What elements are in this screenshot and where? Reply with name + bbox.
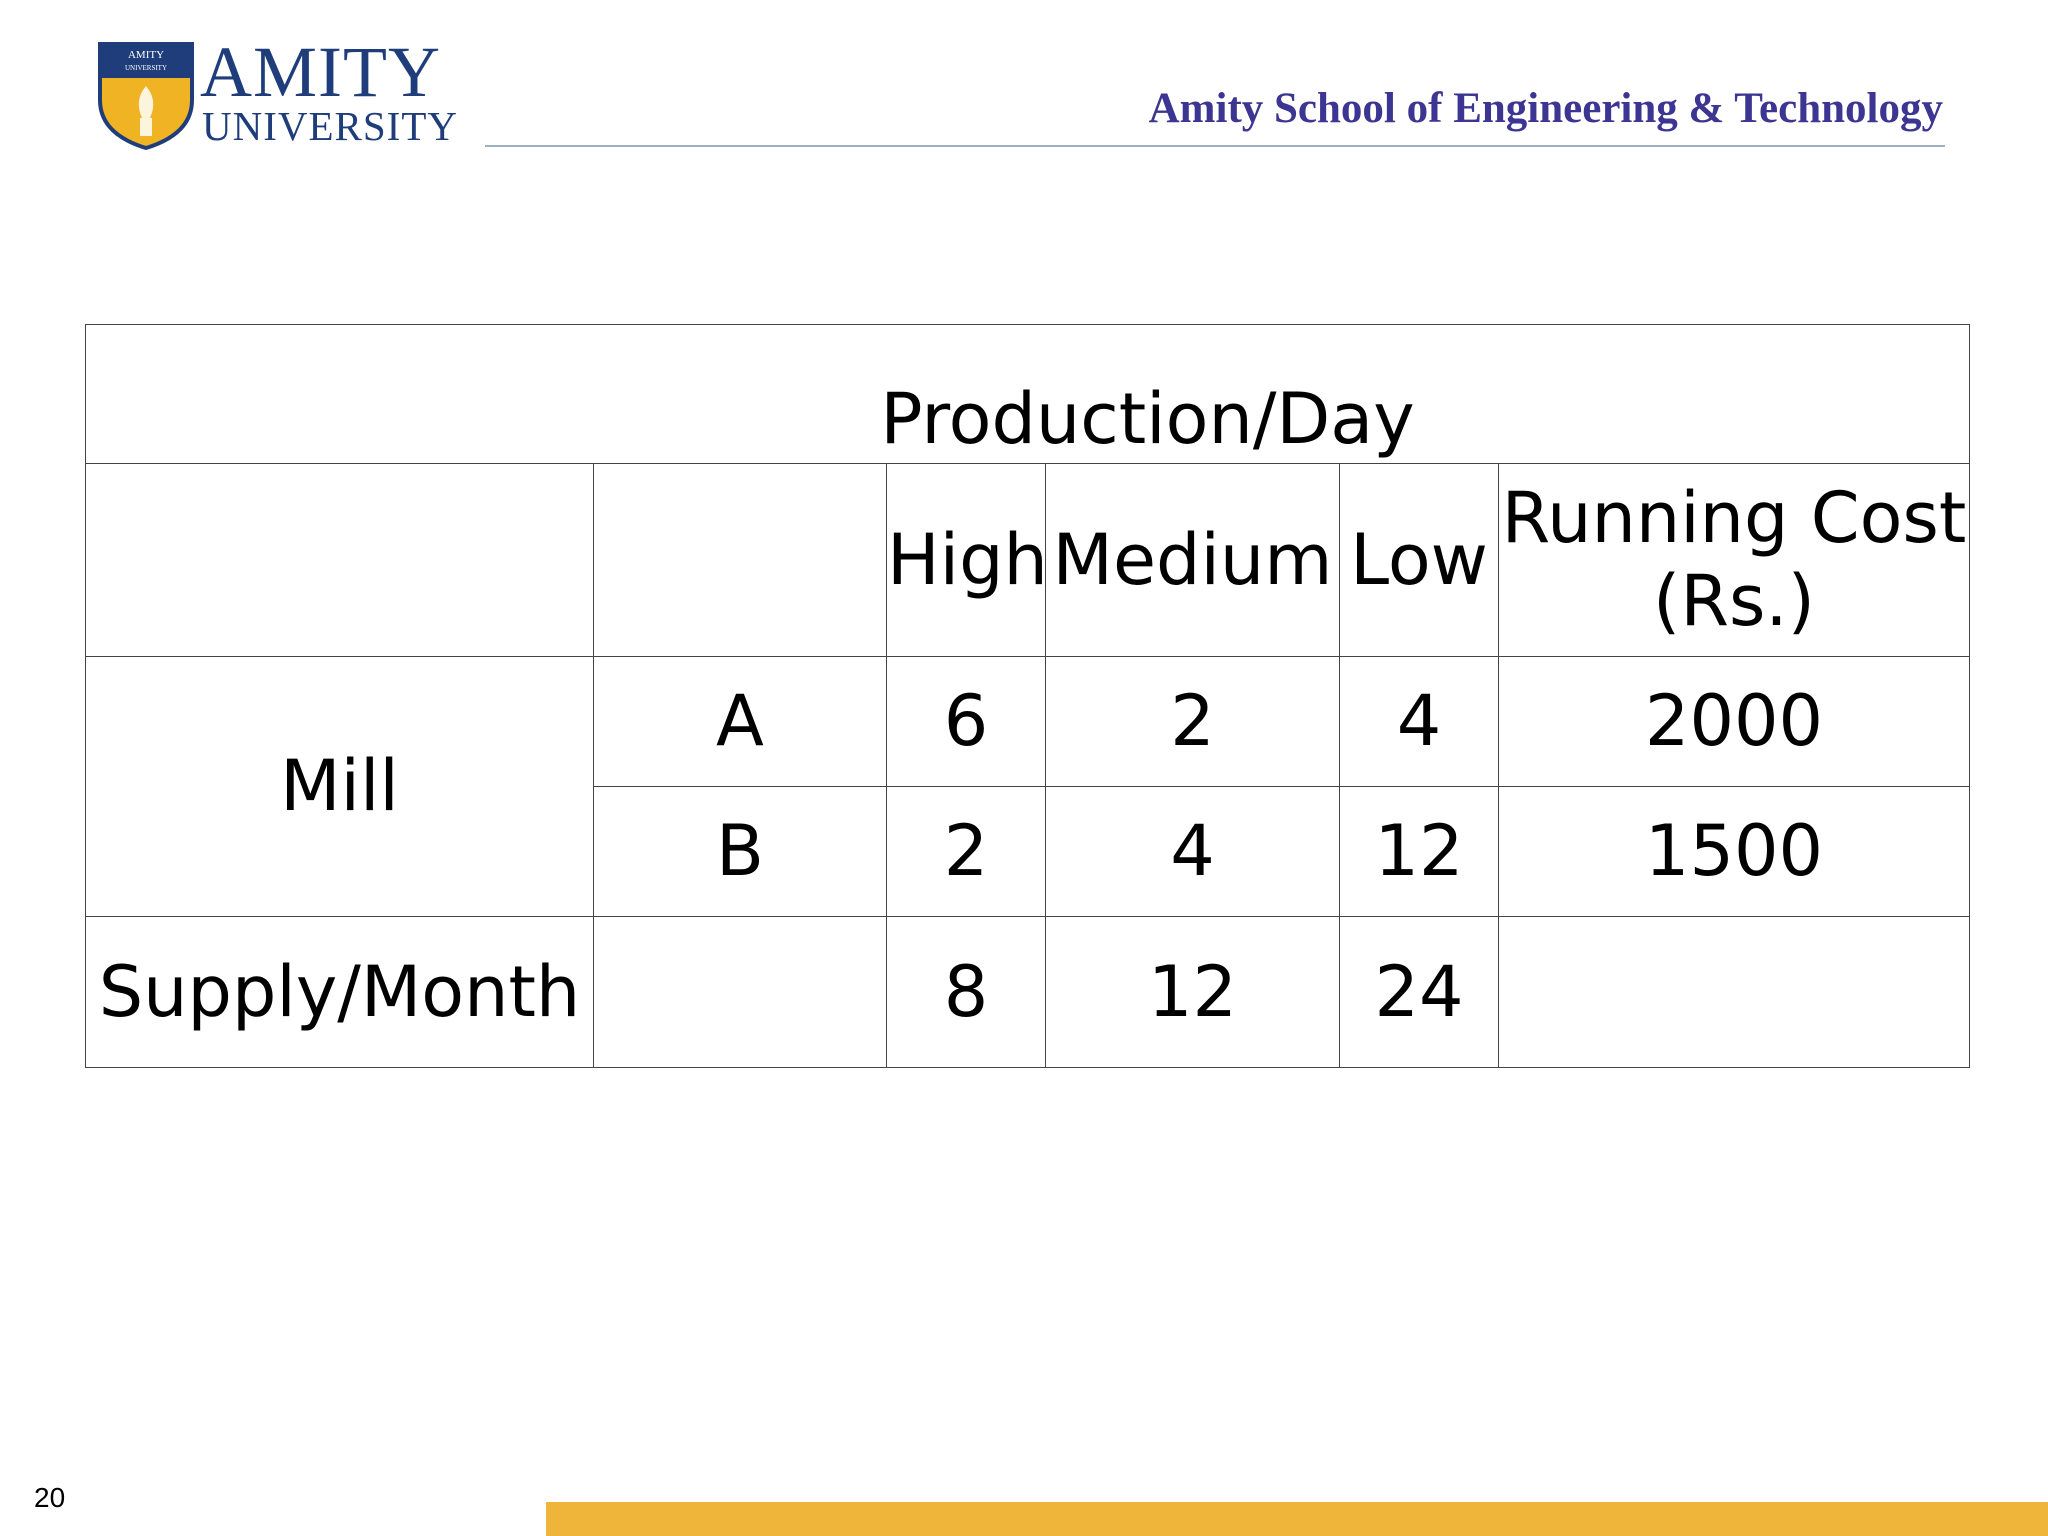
supply-label: Supply/Month	[86, 917, 594, 1068]
value-cell: 2	[1046, 657, 1340, 787]
table-title-cell	[86, 325, 1970, 464]
table-title: Production/Day	[880, 378, 1415, 461]
value-cell: 2	[887, 787, 1046, 917]
table-title-row	[86, 325, 1970, 464]
production-table	[85, 324, 1970, 1068]
table-header-row	[86, 464, 1970, 657]
supply-row	[86, 917, 1970, 1068]
supply-value-cell: 12	[1046, 917, 1340, 1068]
mill-group-label: Mill	[86, 657, 594, 917]
column-header-running-cost: Running Cost (Rs.)	[1499, 464, 1970, 657]
running-cost-cell: 1500	[1499, 787, 1970, 917]
footer-accent-bar	[546, 1502, 2048, 1536]
page-number: 20	[34, 1482, 66, 1513]
value-cell: 6	[887, 657, 1046, 787]
amity-logo	[96, 32, 458, 150]
supply-empty-cell	[594, 917, 887, 1068]
logo-wordmark: AMITY	[200, 32, 441, 112]
svg-text:AMITY: AMITY	[127, 49, 165, 61]
logo-subtitle: UNIVERSITY	[202, 103, 458, 149]
header-empty-cell	[86, 464, 594, 657]
amity-crest-icon	[96, 38, 196, 150]
column-header-high: High	[887, 464, 1046, 657]
value-cell: 12	[1340, 787, 1499, 917]
mill-name-cell: B	[594, 787, 887, 917]
value-cell: 4	[1340, 657, 1499, 787]
mill-name-cell: A	[594, 657, 887, 787]
supply-value-cell: 24	[1340, 917, 1499, 1068]
supply-value-cell: 8	[887, 917, 1046, 1068]
svg-text:UNIVERSITY: UNIVERSITY	[125, 64, 167, 72]
value-cell: 4	[1046, 787, 1340, 917]
header-empty-cell	[594, 464, 887, 657]
column-header-low: Low	[1340, 464, 1499, 657]
supply-empty-cell	[1499, 917, 1970, 1068]
running-cost-cell: 2000	[1499, 657, 1970, 787]
table-row	[86, 657, 1970, 787]
column-header-medium: Medium	[1046, 464, 1340, 657]
header-divider	[485, 145, 1945, 147]
school-title: Amity School of Engineering & Technology	[1148, 85, 1943, 132]
